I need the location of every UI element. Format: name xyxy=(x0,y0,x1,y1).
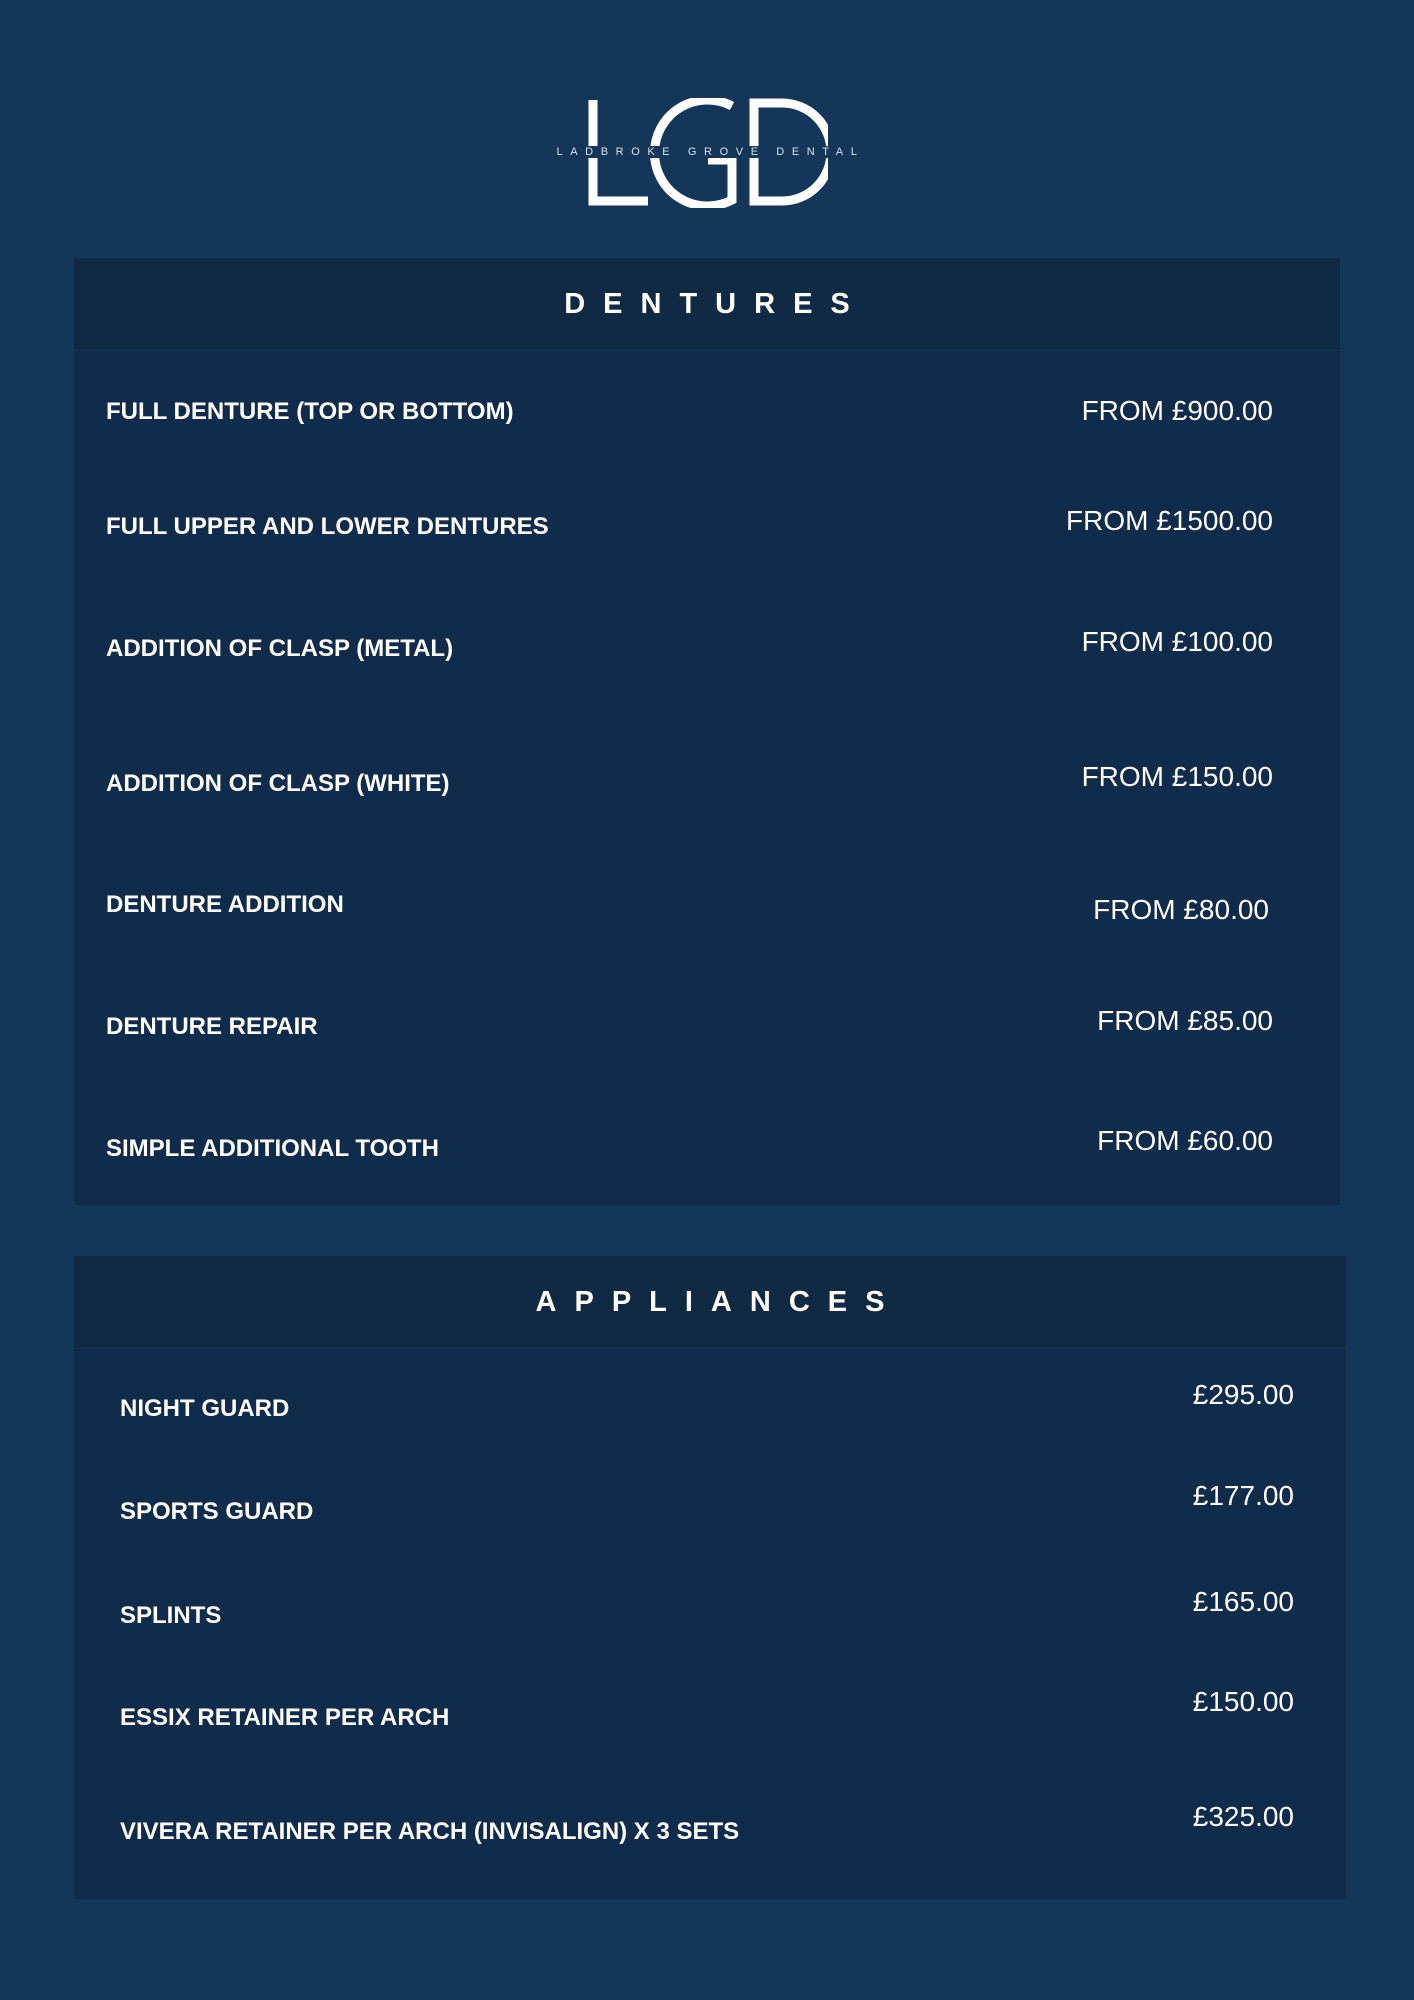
dentures-title: DENTURES xyxy=(564,288,868,320)
price-item-name: SIMPLE ADDITIONAL TOOTH xyxy=(106,1135,439,1162)
price-item-name: DENTURE ADDITION xyxy=(106,891,344,918)
price-item-name: ADDITION OF CLASP (METAL) xyxy=(106,635,454,662)
price-item-price: £177.00 xyxy=(1192,1480,1294,1511)
appliances-section xyxy=(74,1256,1346,1899)
logo-tagline-text: LADBROKE GROVE DENTAL xyxy=(548,146,867,158)
appliances-header xyxy=(74,1256,1346,1349)
price-item-name: FULL UPPER AND LOWER DENTURES xyxy=(106,513,549,540)
appliances-title: APPLIANCES xyxy=(535,1286,903,1318)
price-item-name: NIGHT GUARD xyxy=(120,1395,290,1422)
price-item-price: £165.00 xyxy=(1192,1586,1294,1617)
price-item-name: SPORTS GUARD xyxy=(120,1498,314,1525)
price-item-price: FROM £60.00 xyxy=(1097,1125,1273,1156)
price-item-name: DENTURE REPAIR xyxy=(106,1013,318,1040)
logo-tagline xyxy=(526,144,888,160)
dentures-section xyxy=(74,258,1340,1205)
price-item-price: FROM £150.00 xyxy=(1081,761,1273,792)
price-item-name: FULL DENTURE (TOP OR BOTTOM) xyxy=(106,398,514,425)
price-item-price: FROM £80.00 xyxy=(1093,894,1269,925)
logo xyxy=(526,98,888,208)
price-item-price: £150.00 xyxy=(1192,1686,1294,1717)
price-item-name: VIVERA RETAINER PER ARCH (INVISALIGN) X 3 SETS xyxy=(120,1818,740,1845)
price-item-name: ADDITION OF CLASP (WHITE) xyxy=(106,770,450,797)
price-item-price: FROM £900.00 xyxy=(1081,395,1273,426)
price-item-price: FROM £85.00 xyxy=(1097,1005,1273,1036)
price-item-price: £295.00 xyxy=(1192,1379,1294,1410)
dentures-header xyxy=(74,258,1340,351)
price-item-name: ESSIX RETAINER PER ARCH xyxy=(120,1704,450,1731)
price-item-price: £325.00 xyxy=(1192,1801,1294,1832)
price-item-price: FROM £1500.00 xyxy=(1066,505,1273,536)
price-item-name: SPLINTS xyxy=(120,1602,222,1629)
price-item-price: FROM £100.00 xyxy=(1081,626,1273,657)
